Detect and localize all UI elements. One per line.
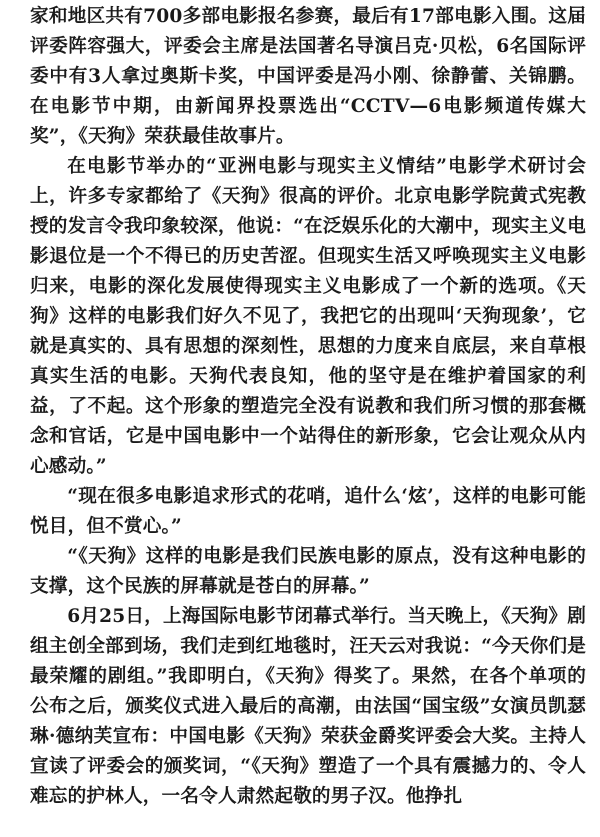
paragraph-3: “现在很多电影追求形式的花哨，追什么‘炫’，这样的电影可能悦目，但不赏心。” [30,486,586,537]
paragraph-1: 家和地区共有700多部电影报名参赛，最后有17部电影入围。这届评委阵容强大，评委会主席是法国著名导演吕克·贝松，6名国际评委中有3人拿过奥斯卡奖，中国评委是冯小刚、徐静蕾、关锦鹏。在电影节中期，由新闻界投票选出“CCTV—6电影频道传媒大奖”，《天狗》荣获最佳故事片。 [30,6,586,147]
paragraph-2: 在电影节举办的“亚洲电影与现实主义情结”电影学术研讨会上，许多专家都给了《天狗》很高的评价。北京电影学院黄式宪教授的发言令我印象较深，他说：“在泛娱乐化的大潮中，现实主义电影退位是一个不得已的历史苦涩。但现实生活又呼唤现实主义电影归来，电影的深化发展使得现实主义电影成了一个新的选项。《天狗》这样的电影我们好久不见了，我把它的出现叫‘天狗现象’，它就是真实的、具有思想的深刻性，思想的力度来自底层，来自草根真实生活的电影。天狗代表良知，他的坚守是在维护着国家的利益，了不起。这个形象的塑造完全没有说教和我们所习惯的那套概念和官话，它是中国电影中一个站得住的新形象，它会让观众从内心感动。” [30,156,586,477]
paragraph-5: 6月25日，上海国际电影节闭幕式举行。当天晚上，《天狗》剧组主创全部到场，我们走到红地毯时，汪天云对我说：“今天你们是最荣耀的剧组。”我即明白，《天狗》得奖了。果然，在各个单项的公布之后，颁奖仪式进入最后的高潮，由法国“国宝级”女演员凯瑟琳·德纳芙宣布：中国电影《天狗》荣获金爵奖评委会大奖。主持人宣读了评委会的颁奖词，“《天狗》塑造了一个具有震撼力的、令人难忘的护林人，一名令人肃然起敬的男子汉。他挣扎 [30,606,586,807]
document-page [30,2,586,812]
paragraph-4: “《天狗》这样的电影是我们民族电影的原点，没有这种电影的支撑，这个民族的屏幕就是苍白的屏幕。” [30,546,586,597]
